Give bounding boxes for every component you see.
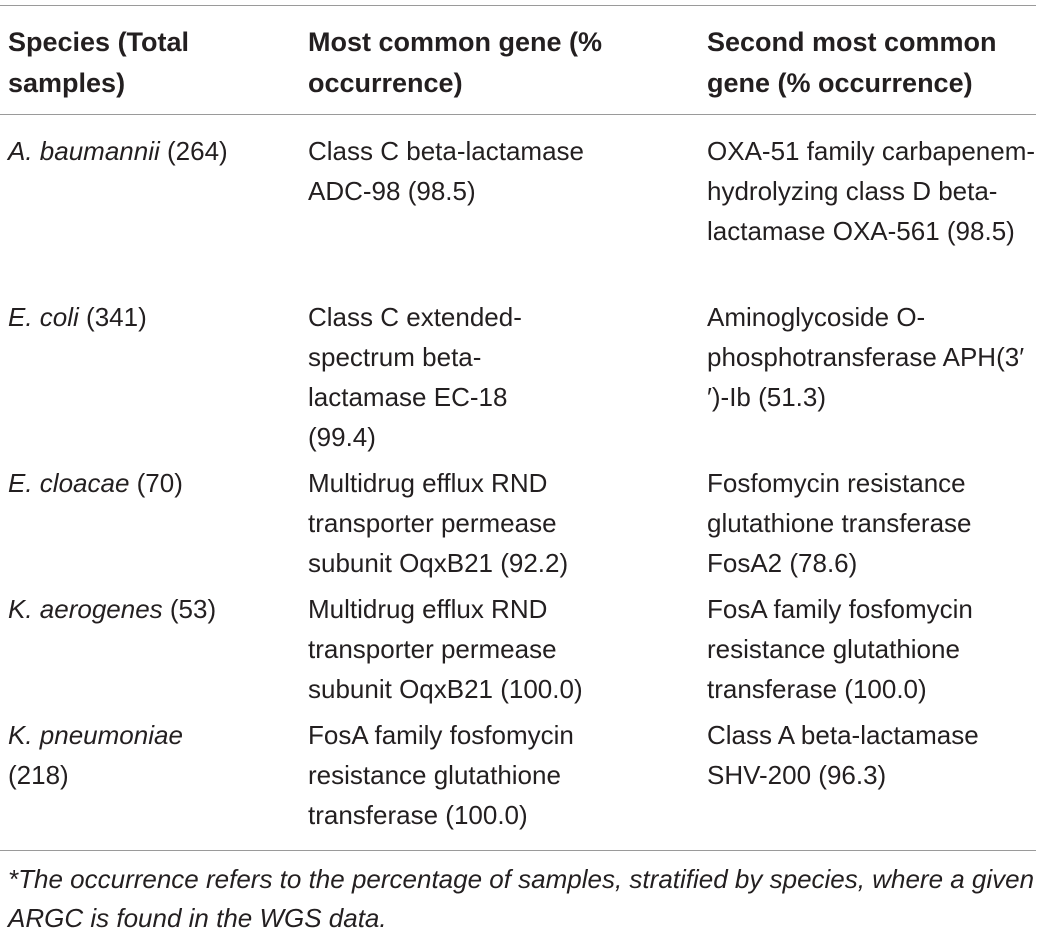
table-row-second-common: Aminoglycoside O-phosphotransferase APH(3′′)-Ib (51.3) xyxy=(707,302,1025,412)
table-row-most-common: Multidrug efflux RND transporter permease subunit OqxB21 (92.2) xyxy=(308,468,569,578)
table-row-most-common: Class C beta-lactamase ADC-98 (98.5) xyxy=(308,136,584,206)
table-row-species xyxy=(8,463,278,503)
table-row-most-common: FosA family fosfomycin resistance glutathione transferase (100.0) xyxy=(308,720,574,830)
species-name: K. pneumoniae xyxy=(8,720,183,750)
table-row-second-common: OXA-51 family carbapenem-hydrolyzing class D beta-lactamase OXA-561 (98.5) xyxy=(707,136,1036,246)
table-row-second-common: Class A beta-lactamase SHV-200 (96.3) xyxy=(707,720,979,790)
table-row-species xyxy=(8,131,278,171)
species-name: E. coli xyxy=(8,302,79,332)
species-count: (218) xyxy=(8,760,69,790)
table-header-rule xyxy=(0,114,1036,115)
table-top-rule xyxy=(0,5,1036,6)
header-species: Species (Total samples) xyxy=(8,27,190,98)
table-row-species xyxy=(8,715,218,795)
table-row-second-common: Fosfomycin resistance glutathione transferase FosA2 (78.6) xyxy=(707,468,972,578)
species-count: (341) xyxy=(78,302,147,332)
species-name: A. baumannii xyxy=(8,136,160,166)
species-count: (264) xyxy=(159,136,228,166)
species-name: E. cloacae xyxy=(8,468,130,498)
species-count: (53) xyxy=(162,594,217,624)
table-row-species xyxy=(8,297,278,337)
table-row-species xyxy=(8,589,278,629)
header-most-common-gene: Most common gene (% occurrence) xyxy=(308,27,603,98)
header-second-common-gene: Second most common gene (% occurrence) xyxy=(707,27,997,98)
table-row-most-common: Multidrug efflux RND transporter permease subunit OqxB21 (100.0) xyxy=(308,594,583,704)
species-count: (70) xyxy=(129,468,183,498)
table-footnote: *The occurrence refers to the percentage of samples, stratified by species, where a given ARGC is found in the WGS data. xyxy=(8,864,1035,933)
table-row-second-common: FosA family fosfomycin resistance glutathione transferase (100.0) xyxy=(707,594,973,704)
table-bottom-rule xyxy=(0,850,1036,851)
species-name: K. aerogenes xyxy=(8,594,163,624)
table-row-most-common: Class C extended-spectrum beta-lactamase EC-18 (99.4) xyxy=(308,302,522,452)
